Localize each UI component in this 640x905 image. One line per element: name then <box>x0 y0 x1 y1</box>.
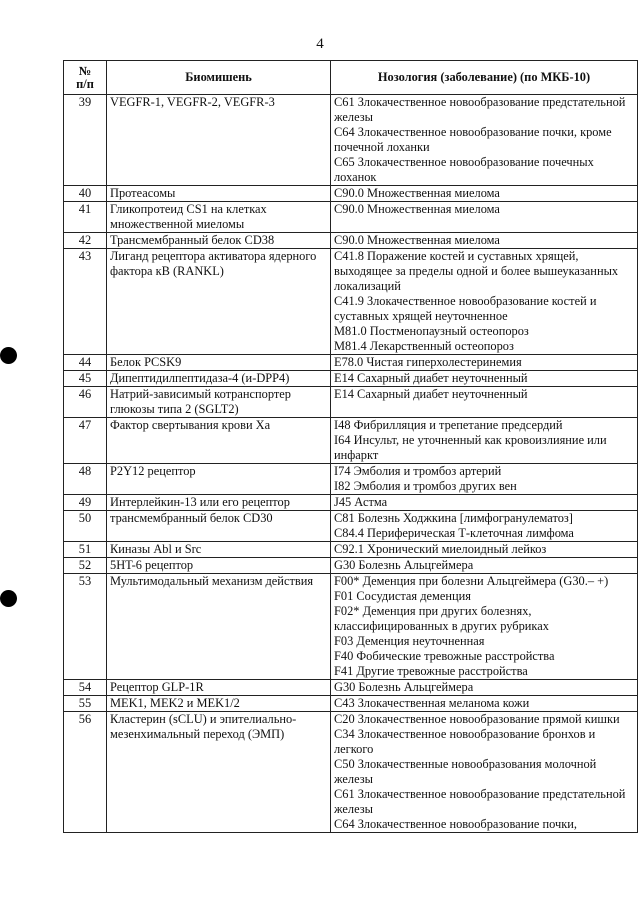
header-nosology: Нозология (заболевание) (по МКБ-10) <box>331 61 638 95</box>
row-nosology <box>331 418 638 464</box>
nosology-entry: I74 Эмболия и тромбоз артерий <box>334 464 502 478</box>
row-biotarget: Фактор свертывания крови Xa <box>107 418 331 464</box>
table-row <box>64 233 638 249</box>
nosology-entry: C34 Злокачественное новообразование бронхов и легкого <box>334 727 596 756</box>
row-number: 53 <box>64 574 107 680</box>
row-nosology <box>331 464 638 495</box>
table-row <box>64 418 638 464</box>
nosology-entry: C90.0 Множественная миелома <box>334 233 500 247</box>
nosology-entry: E14 Сахарный диабет неуточненный <box>334 371 528 385</box>
row-number: 42 <box>64 233 107 249</box>
row-number: 46 <box>64 387 107 418</box>
table-row <box>64 95 638 186</box>
nosology-entry: J45 Астма <box>334 495 388 509</box>
table-row <box>64 680 638 696</box>
row-nosology <box>331 371 638 387</box>
row-number: 51 <box>64 542 107 558</box>
nosology-entry: G30 Болезнь Альцгеймера <box>334 558 474 572</box>
table-row <box>64 495 638 511</box>
nosology-entry: F40 Фобические тревожные расстройства <box>334 649 555 663</box>
nosology-entry: C43 Злокачественная меланома кожи <box>334 696 530 710</box>
row-nosology <box>331 387 638 418</box>
nosology-entry: C61 Злокачественное новообразование предстательной железы <box>334 95 626 124</box>
nosology-entry: I82 Эмболия и тромбоз других вен <box>334 479 517 493</box>
row-number: 41 <box>64 202 107 233</box>
row-biotarget: Трансмембранный белок CD38 <box>107 233 331 249</box>
nosology-entry: C41.8 Поражение костей и суставных хрящей, выходящее за пределы одной и более вышеуказанных локализаций <box>334 249 619 293</box>
nosology-entry: C81 Болезнь Ходжкина [лимфогранулематоз] <box>334 511 573 525</box>
row-biotarget: 5HT-6 рецептор <box>107 558 331 574</box>
table-row <box>64 542 638 558</box>
row-biotarget: трансмембранный белок CD30 <box>107 511 331 542</box>
row-number: 44 <box>64 355 107 371</box>
nosology-entry: C90.0 Множественная миелома <box>334 202 500 216</box>
row-biotarget: Мультимодальный механизм действия <box>107 574 331 680</box>
table-row <box>64 387 638 418</box>
row-biotarget: Интерлейкин-13 или его рецептор <box>107 495 331 511</box>
table-row <box>64 712 638 833</box>
row-number: 54 <box>64 680 107 696</box>
row-nosology <box>331 558 638 574</box>
row-number: 40 <box>64 186 107 202</box>
table-row <box>64 186 638 202</box>
punch-hole-icon <box>0 590 17 607</box>
row-number: 49 <box>64 495 107 511</box>
row-biotarget: Киназы Abl и Src <box>107 542 331 558</box>
row-biotarget: MEK1, MEK2 и MEK1/2 <box>107 696 331 712</box>
page-number: 4 <box>316 36 324 52</box>
nosology-entry: F00* Деменция при болезни Альцгеймера (G30.– +) <box>334 574 609 588</box>
table-header-row <box>64 61 638 95</box>
nosology-entry: I48 Фибрилляция и трепетание предсердий <box>334 418 563 432</box>
row-number: 39 <box>64 95 107 186</box>
row-biotarget: Гликопротеид CS1 на клетках множественной миеломы <box>107 202 331 233</box>
row-nosology <box>331 712 638 833</box>
nosology-entry: I64 Инсульт, не уточненный как кровоизлияние или инфаркт <box>334 433 607 462</box>
row-nosology <box>331 233 638 249</box>
nosology-entry: F03 Деменция неуточненная <box>334 634 485 648</box>
row-nosology <box>331 95 638 186</box>
table-row <box>64 558 638 574</box>
row-nosology <box>331 249 638 355</box>
row-biotarget: Лиганд рецептора активатора ядерного фактора кВ (RANKL) <box>107 249 331 355</box>
row-nosology <box>331 574 638 680</box>
row-number: 50 <box>64 511 107 542</box>
row-nosology <box>331 680 638 696</box>
table-body <box>64 95 638 833</box>
nosology-entry: C64 Злокачественное новообразование почки, <box>334 817 577 831</box>
header-num: № п/п <box>64 61 107 95</box>
row-nosology <box>331 696 638 712</box>
row-biotarget: Рецептор GLP-1R <box>107 680 331 696</box>
row-nosology <box>331 542 638 558</box>
table-row <box>64 464 638 495</box>
table-row <box>64 371 638 387</box>
row-nosology <box>331 511 638 542</box>
nosology-entry: G30 Болезнь Альцгеймера <box>334 680 474 694</box>
nosology-entry: M81.4 Лекарственный остеопороз <box>334 339 514 353</box>
row-number: 55 <box>64 696 107 712</box>
row-biotarget: Кластерин (sCLU) и эпителиально-мезенхимальный переход (ЭМП) <box>107 712 331 833</box>
table-row <box>64 574 638 680</box>
nosology-entry: C41.9 Злокачественное новообразование костей и суставных хрящей неуточненное <box>334 294 597 323</box>
row-number: 48 <box>64 464 107 495</box>
row-number: 47 <box>64 418 107 464</box>
table-row <box>64 249 638 355</box>
nosology-entry: C84.4 Периферическая Т-клеточная лимфома <box>334 526 574 540</box>
nosology-entry: M81.0 Постменопаузный остеопороз <box>334 324 529 338</box>
header-target: Биомишень <box>107 61 331 95</box>
nosology-entry: C65 Злокачественное новообразование почечных лоханок <box>334 155 594 184</box>
nosology-entry: F02* Деменция при других болезнях, классифицированных в других рубриках <box>334 604 549 633</box>
nosology-entry: E14 Сахарный диабет неуточненный <box>334 387 528 401</box>
row-biotarget: VEGFR-1, VEGFR-2, VEGFR-3 <box>107 95 331 186</box>
row-nosology <box>331 202 638 233</box>
row-biotarget: P2Y12 рецептор <box>107 464 331 495</box>
nosology-entry: C20 Злокачественное новообразование прямой кишки <box>334 712 620 726</box>
biotarget-table <box>63 60 638 833</box>
row-nosology <box>331 355 638 371</box>
row-number: 43 <box>64 249 107 355</box>
row-biotarget: Белок PCSK9 <box>107 355 331 371</box>
row-biotarget: Натрий-зависимый котранспортер глюкозы типа 2 (SGLT2) <box>107 387 331 418</box>
nosology-entry: F01 Сосудистая деменция <box>334 589 471 603</box>
table-row <box>64 696 638 712</box>
nosology-entry: E78.0 Чистая гиперхолестеринемия <box>334 355 522 369</box>
nosology-entry: C92.1 Хронический миелоидный лейкоз <box>334 542 547 556</box>
row-number: 45 <box>64 371 107 387</box>
table-row <box>64 511 638 542</box>
nosology-entry: F41 Другие тревожные расстройства <box>334 664 528 678</box>
punch-hole-icon <box>0 347 17 364</box>
row-biotarget: Протеасомы <box>107 186 331 202</box>
row-biotarget: Дипептидилпептидаза-4 (и-DPP4) <box>107 371 331 387</box>
row-nosology <box>331 186 638 202</box>
nosology-entry: C90.0 Множественная миелома <box>334 186 500 200</box>
table-row <box>64 355 638 371</box>
row-number: 52 <box>64 558 107 574</box>
row-number: 56 <box>64 712 107 833</box>
row-nosology <box>331 495 638 511</box>
nosology-entry: C50 Злокачественные новообразования молочной железы <box>334 757 597 786</box>
nosology-entry: C64 Злокачественное новообразование почки, кроме почечной лоханки <box>334 125 612 154</box>
nosology-entry: C61 Злокачественное новообразование предстательной железы <box>334 787 626 816</box>
table-row <box>64 202 638 233</box>
